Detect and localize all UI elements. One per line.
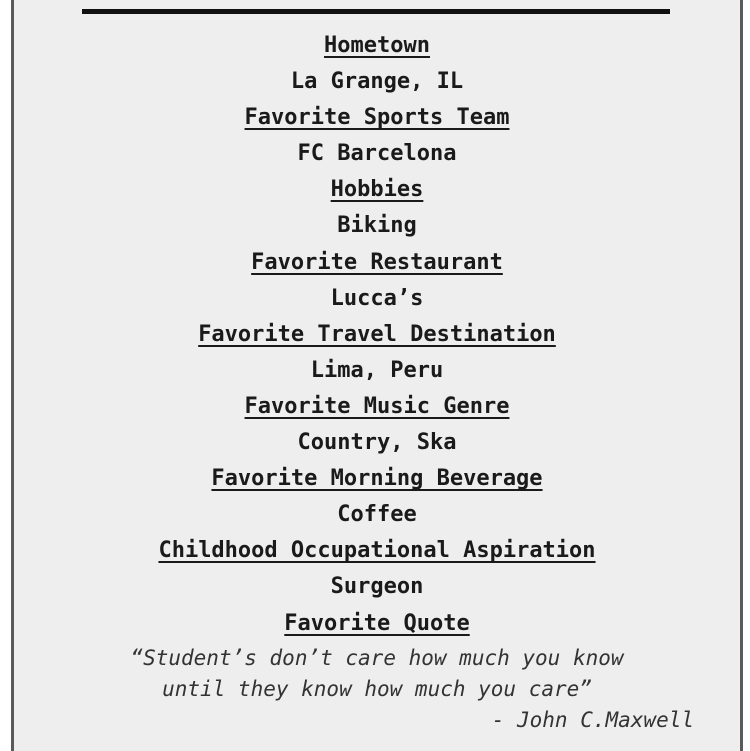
restaurant-heading: Favorite Restaurant (251, 249, 503, 275)
occupational-aspiration-heading: Childhood Occupational Aspiration (158, 538, 596, 564)
hometown-value: La Grange, IL (290, 69, 464, 95)
favorite-quote-heading: Favorite Quote (284, 610, 470, 636)
music-genre-heading: Favorite Music Genre (244, 393, 510, 419)
profile-page (11, 0, 743, 751)
music-genre-value: Country, Ska (297, 430, 457, 456)
morning-beverage-heading: Favorite Morning Beverage (211, 466, 543, 492)
top-divider (82, 9, 670, 14)
profile-entries (14, 28, 740, 642)
restaurant-value: Lucca’s (330, 285, 424, 311)
travel-destination-value: Lima, Peru (310, 357, 444, 383)
travel-destination-heading: Favorite Travel Destination (198, 321, 556, 347)
morning-beverage-value: Coffee (337, 502, 417, 528)
hometown-heading: Hometown (324, 33, 430, 58)
quote-author: - John C.Maxwell (491, 708, 694, 732)
hobbies-value: Biking (337, 213, 417, 239)
sports-team-value: FC Barcelona (297, 141, 457, 167)
occupational-aspiration-value: Surgeon (330, 574, 424, 600)
favorite-quote (14, 643, 740, 735)
quote-line-2: until they know how much you care” (162, 677, 592, 701)
hobbies-heading: Hobbies (330, 177, 424, 203)
quote-line-1: “Student’s don’t care how much you know (130, 646, 624, 670)
sports-team-heading: Favorite Sports Team (244, 105, 510, 131)
